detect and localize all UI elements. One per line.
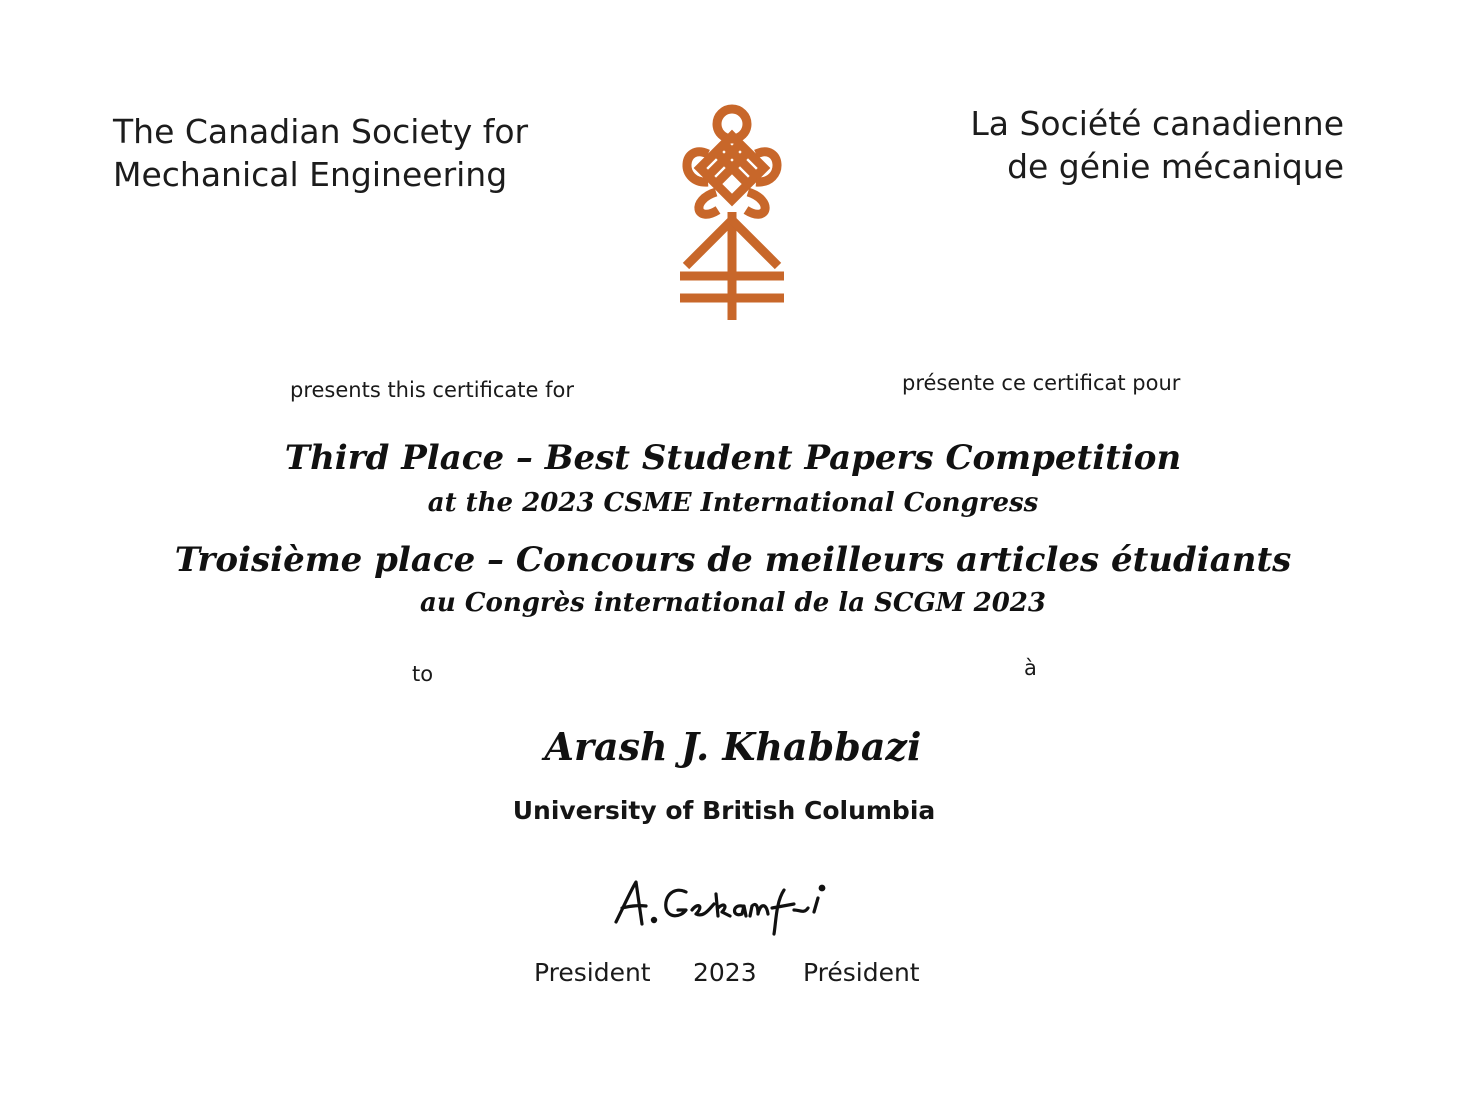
award-subtitle-fr: au Congrès international de la SCGM 2023 (420, 588, 1046, 618)
signature-icon (608, 872, 838, 940)
organization-name-en (113, 110, 528, 196)
presents-text-en: presents this certificate for (290, 378, 574, 402)
organization-name-fr-line2: de génie mécanique (1007, 147, 1344, 186)
recipient-institution: University of British Columbia (512, 796, 936, 825)
organization-name-en-line2: Mechanical Engineering (113, 155, 508, 194)
presents-text-fr: présente ce certificat pour (902, 371, 1181, 395)
endless-knot-logo-icon (672, 102, 792, 324)
award-subtitle-en: at the 2023 CSME International Congress (427, 488, 1039, 518)
recipient-name: Arash J. Khabbazi (544, 724, 922, 769)
award-title-en: Third Place – Best Student Papers Competition (284, 438, 1182, 478)
president-label-fr: Président (803, 958, 920, 987)
to-text-fr: à (1024, 656, 1037, 680)
award-title-fr: Troisième place – Concours de meilleurs articles étudiants (174, 540, 1292, 580)
organization-name-en-line1: The Canadian Society for (113, 112, 529, 151)
certificate-year: 2023 (693, 958, 757, 987)
organization-name-fr-line1: La Société canadienne (970, 104, 1344, 143)
to-text-en: to (412, 662, 434, 686)
organization-name-fr (970, 102, 1344, 188)
president-label-en: President (534, 958, 651, 987)
